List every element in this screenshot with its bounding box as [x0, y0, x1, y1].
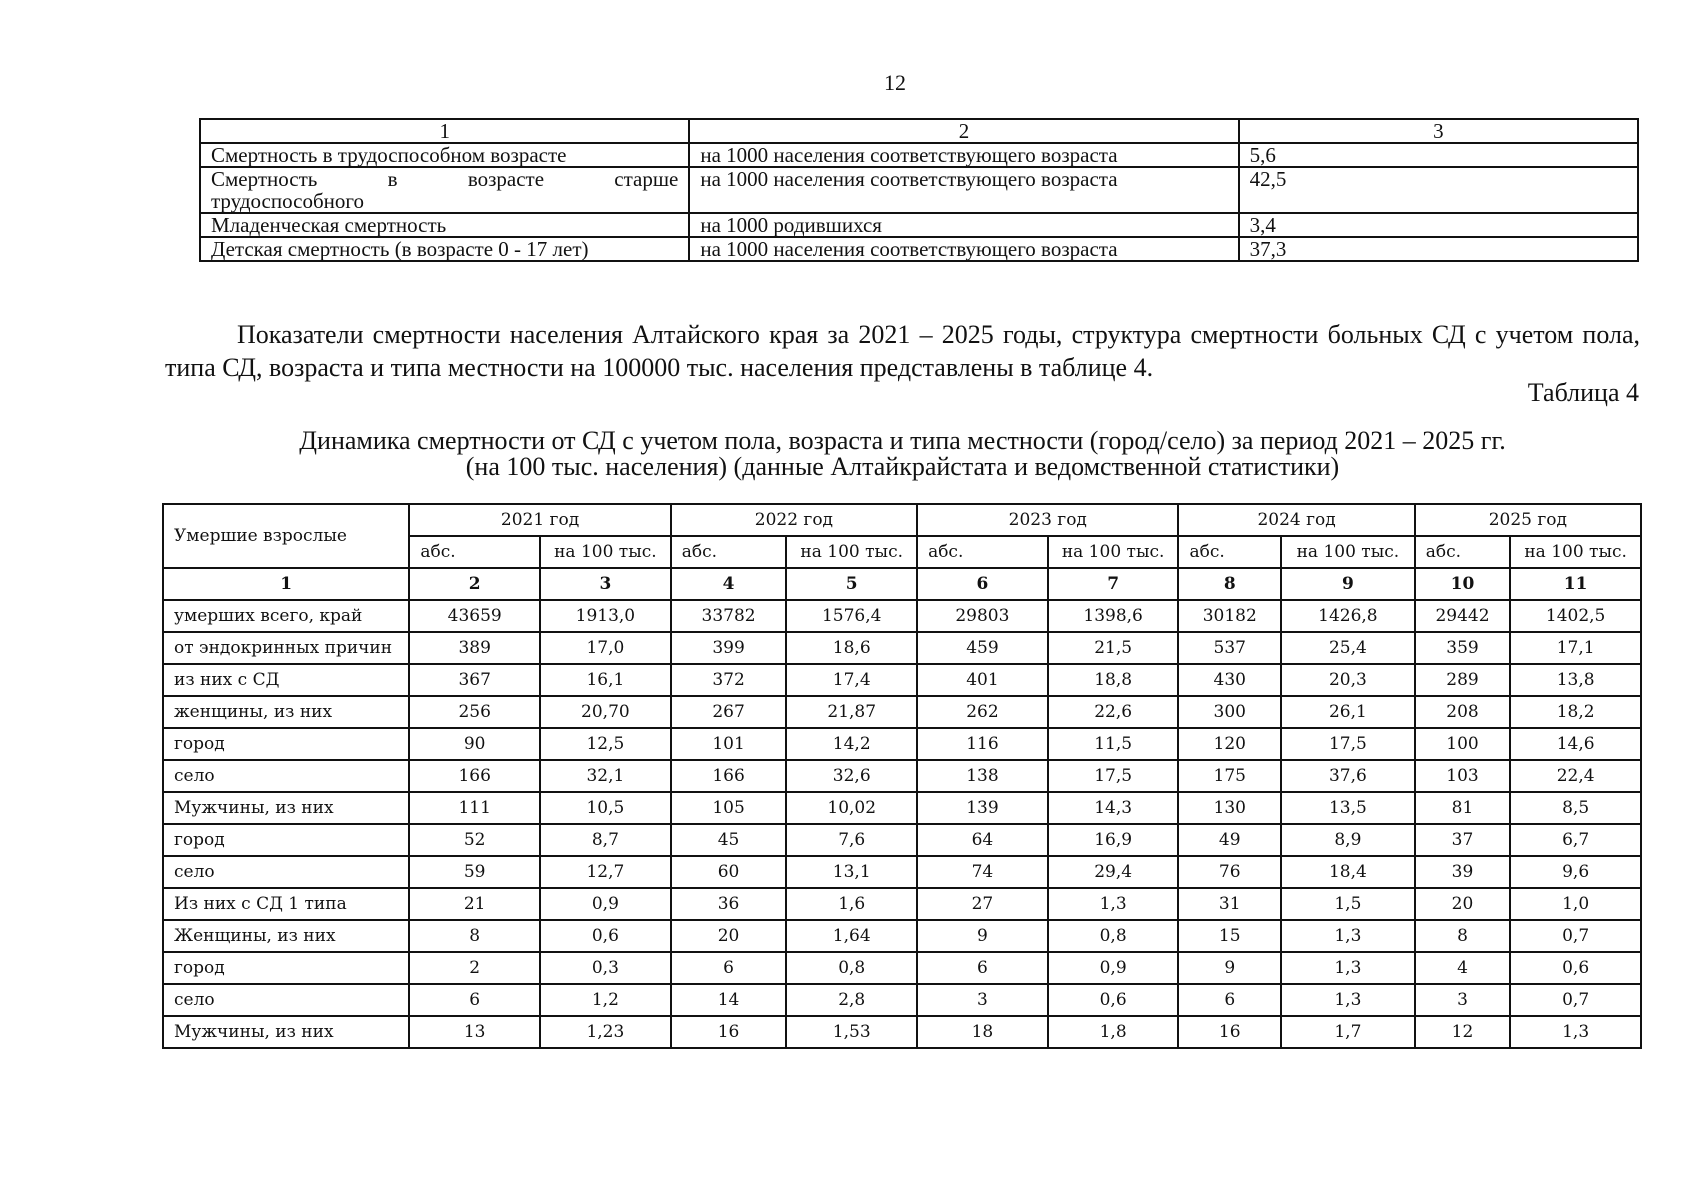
row-header-title: Умершие взрослые — [163, 504, 409, 568]
indicator-cell — [200, 167, 689, 213]
table-row — [200, 143, 1638, 167]
abs-header: абс. — [409, 536, 540, 568]
rate-value-cell: 20,3 — [1281, 664, 1415, 696]
rate-value-cell: 25,4 — [1281, 632, 1415, 664]
rate-value-cell: 1,0 — [1510, 888, 1641, 920]
rate-value-cell: 22,4 — [1510, 760, 1641, 792]
abs-value-cell: 43659 — [409, 600, 540, 632]
abs-value-cell: 64 — [917, 824, 1048, 856]
abs-value-cell: 8 — [1415, 920, 1511, 952]
table-header-row — [200, 119, 1638, 143]
rate-value-cell: 1398,6 — [1048, 600, 1179, 632]
rate-value-cell: 6,7 — [1510, 824, 1641, 856]
abs-value-cell: 39 — [1415, 856, 1511, 888]
rate-value-cell: 14,2 — [786, 728, 917, 760]
abs-value-cell: 21 — [409, 888, 540, 920]
rate-value-cell: 17,5 — [1048, 760, 1179, 792]
abs-value-cell: 52 — [409, 824, 540, 856]
rate-value-cell: 18,2 — [1510, 696, 1641, 728]
year-header: 2023 год — [917, 504, 1178, 536]
rate-value-cell: 8,9 — [1281, 824, 1415, 856]
abs-value-cell: 430 — [1178, 664, 1281, 696]
table-caption — [165, 428, 1640, 480]
rate-value-cell: 1,3 — [1281, 952, 1415, 984]
rate-value-cell: 13,8 — [1510, 664, 1641, 696]
rate-header: на 100 тыс. — [540, 536, 671, 568]
abs-value-cell: 30182 — [1178, 600, 1281, 632]
abs-value-cell: 29442 — [1415, 600, 1511, 632]
caption-line: Динамика смертности от СД с учетом пола, возраста и типа местности (город/село) за период 2021 – 2025 гг. — [299, 426, 1506, 455]
page-number: 12 — [884, 70, 906, 95]
table-row — [163, 824, 1641, 856]
rate-value-cell: 13,5 — [1281, 792, 1415, 824]
table-row — [163, 984, 1641, 1016]
abs-value-cell: 60 — [671, 856, 787, 888]
unit-cell: на 1000 населения соответствующего возраста — [689, 143, 1238, 167]
rate-value-cell: 1,64 — [786, 920, 917, 952]
rate-value-cell: 22,6 — [1048, 696, 1179, 728]
abs-value-cell: 105 — [671, 792, 787, 824]
rate-value-cell: 29,4 — [1048, 856, 1179, 888]
rate-value-cell: 18,4 — [1281, 856, 1415, 888]
rate-value-cell: 11,5 — [1048, 728, 1179, 760]
column-number: 4 — [671, 568, 787, 600]
unit-cell: на 1000 населения соответствующего возраста — [689, 237, 1238, 261]
rate-value-cell: 0,3 — [540, 952, 671, 984]
abs-value-cell: 372 — [671, 664, 787, 696]
abs-value-cell: 120 — [1178, 728, 1281, 760]
abs-value-cell: 31 — [1178, 888, 1281, 920]
rate-value-cell: 1,6 — [786, 888, 917, 920]
abs-value-cell: 116 — [917, 728, 1048, 760]
rate-value-cell: 1,3 — [1281, 920, 1415, 952]
abs-value-cell: 300 — [1178, 696, 1281, 728]
row-label: женщины, из них — [163, 696, 409, 728]
abs-value-cell: 267 — [671, 696, 787, 728]
abs-value-cell: 59 — [409, 856, 540, 888]
abs-value-cell: 18 — [917, 1016, 1048, 1048]
abs-value-cell: 262 — [917, 696, 1048, 728]
row-label: умерших всего, край — [163, 600, 409, 632]
abs-value-cell: 29803 — [917, 600, 1048, 632]
abs-value-cell: 15 — [1178, 920, 1281, 952]
table-body — [163, 600, 1641, 1048]
column-number: 6 — [917, 568, 1048, 600]
rate-value-cell: 20,70 — [540, 696, 671, 728]
rate-value-cell: 37,6 — [1281, 760, 1415, 792]
rate-value-cell: 16,1 — [540, 664, 671, 696]
table-row — [200, 213, 1638, 237]
year-header: 2021 год — [409, 504, 670, 536]
year-header: 2022 год — [671, 504, 917, 536]
abs-value-cell: 6 — [1178, 984, 1281, 1016]
table-row — [163, 696, 1641, 728]
table-row — [163, 920, 1641, 952]
abs-value-cell: 6 — [409, 984, 540, 1016]
indicator-cell: Смертность в трудоспособном возрасте — [200, 143, 689, 167]
rate-value-cell: 21,87 — [786, 696, 917, 728]
abs-value-cell: 36 — [671, 888, 787, 920]
abs-value-cell: 4 — [1415, 952, 1511, 984]
table-row — [200, 237, 1638, 261]
rate-value-cell: 0,7 — [1510, 984, 1641, 1016]
rate-value-cell: 1,2 — [540, 984, 671, 1016]
year-header: 2025 год — [1415, 504, 1641, 536]
abs-value-cell: 103 — [1415, 760, 1511, 792]
abs-value-cell: 16 — [671, 1016, 787, 1048]
column-number: 10 — [1415, 568, 1511, 600]
rate-value-cell: 9,6 — [1510, 856, 1641, 888]
table-row — [163, 760, 1641, 792]
abs-value-cell: 20 — [671, 920, 787, 952]
table-row — [200, 167, 1638, 213]
indicator-line: Смертность в возрасте старше — [211, 167, 679, 191]
abs-value-cell: 6 — [917, 952, 1048, 984]
rate-value-cell: 0,8 — [786, 952, 917, 984]
year-header-row — [163, 504, 1641, 536]
table-row — [163, 856, 1641, 888]
abs-value-cell: 367 — [409, 664, 540, 696]
rate-value-cell: 0,9 — [1048, 952, 1179, 984]
rate-value-cell: 14,3 — [1048, 792, 1179, 824]
abs-value-cell: 6 — [671, 952, 787, 984]
abs-header: абс. — [917, 536, 1048, 568]
column-number: 7 — [1048, 568, 1179, 600]
rate-value-cell: 0,7 — [1510, 920, 1641, 952]
column-number: 1 — [200, 119, 689, 143]
abs-value-cell: 49 — [1178, 824, 1281, 856]
rate-value-cell: 32,1 — [540, 760, 671, 792]
table-label: Таблица 4 — [1527, 378, 1639, 407]
row-label: от эндокринных причин — [163, 632, 409, 664]
abs-value-cell: 33782 — [671, 600, 787, 632]
abs-value-cell: 399 — [671, 632, 787, 664]
column-number: 1 — [163, 568, 409, 600]
column-number: 3 — [540, 568, 671, 600]
abs-value-cell: 2 — [409, 952, 540, 984]
abs-value-cell: 537 — [1178, 632, 1281, 664]
abs-header: абс. — [1415, 536, 1511, 568]
rate-value-cell: 26,1 — [1281, 696, 1415, 728]
column-number: 8 — [1178, 568, 1281, 600]
row-label: город — [163, 952, 409, 984]
rate-value-cell: 32,6 — [786, 760, 917, 792]
abs-value-cell: 20 — [1415, 888, 1511, 920]
rate-value-cell: 1913,0 — [540, 600, 671, 632]
column-number: 11 — [1510, 568, 1641, 600]
abs-value-cell: 9 — [917, 920, 1048, 952]
rate-value-cell: 2,8 — [786, 984, 917, 1016]
value-cell: 5,6 — [1239, 143, 1638, 167]
rate-value-cell: 1,5 — [1281, 888, 1415, 920]
rate-value-cell: 18,6 — [786, 632, 917, 664]
abs-value-cell: 81 — [1415, 792, 1511, 824]
table-row — [163, 952, 1641, 984]
table-row — [163, 728, 1641, 760]
abs-value-cell: 101 — [671, 728, 787, 760]
abs-value-cell: 3 — [1415, 984, 1511, 1016]
indicator-cell: Детская смертность (в возрасте 0 - 17 лет) — [200, 237, 689, 261]
table-row — [163, 664, 1641, 696]
rate-value-cell: 1576,4 — [786, 600, 917, 632]
rate-value-cell: 17,5 — [1281, 728, 1415, 760]
row-label: из них с СД — [163, 664, 409, 696]
abs-value-cell: 100 — [1415, 728, 1511, 760]
rate-value-cell: 1,23 — [540, 1016, 671, 1048]
column-number-row — [163, 568, 1641, 600]
abs-header: абс. — [1178, 536, 1281, 568]
abs-value-cell: 389 — [409, 632, 540, 664]
table-row — [163, 632, 1641, 664]
abs-value-cell: 45 — [671, 824, 787, 856]
row-label: Мужчины, из них — [163, 792, 409, 824]
abs-value-cell: 9 — [1178, 952, 1281, 984]
rate-value-cell: 1,3 — [1510, 1016, 1641, 1048]
abs-value-cell: 14 — [671, 984, 787, 1016]
rate-value-cell: 1,53 — [786, 1016, 917, 1048]
table-row — [163, 888, 1641, 920]
rate-value-cell: 18,8 — [1048, 664, 1179, 696]
rate-value-cell: 7,6 — [786, 824, 917, 856]
row-label: город — [163, 728, 409, 760]
rate-header: на 100 тыс. — [1048, 536, 1179, 568]
rate-value-cell: 0,8 — [1048, 920, 1179, 952]
column-number: 2 — [689, 119, 1238, 143]
rate-value-cell: 8,5 — [1510, 792, 1641, 824]
abs-value-cell: 166 — [671, 760, 787, 792]
table-row — [163, 600, 1641, 632]
body-paragraph: Показатели смертности населения Алтайского края за 2021 – 2025 годы, структура смертности больных СД с учетом пола, типа СД, возраста и типа местности на 100000 тыс. населения представлены в таблице 4. — [165, 320, 1640, 382]
rate-value-cell: 16,9 — [1048, 824, 1179, 856]
rate-value-cell: 0,9 — [540, 888, 671, 920]
column-number: 3 — [1239, 119, 1638, 143]
rate-value-cell: 13,1 — [786, 856, 917, 888]
abs-value-cell: 459 — [917, 632, 1048, 664]
abs-value-cell: 138 — [917, 760, 1048, 792]
rate-value-cell: 8,7 — [540, 824, 671, 856]
value-cell: 42,5 — [1239, 167, 1638, 213]
rate-value-cell: 14,6 — [1510, 728, 1641, 760]
table-row — [163, 792, 1641, 824]
indicator-line: трудоспособного — [211, 189, 364, 213]
column-number: 9 — [1281, 568, 1415, 600]
indicator-cell: Младенческая смертность — [200, 213, 689, 237]
column-number: 5 — [786, 568, 917, 600]
abs-value-cell: 130 — [1178, 792, 1281, 824]
rate-value-cell: 1,3 — [1281, 984, 1415, 1016]
rate-header: на 100 тыс. — [1281, 536, 1415, 568]
caption-line: (на 100 тыс. населения) (данные Алтайкрайстата и ведомственной статистики) — [465, 452, 1340, 481]
abs-value-cell: 111 — [409, 792, 540, 824]
rate-header: на 100 тыс. — [786, 536, 917, 568]
value-cell: 37,3 — [1239, 237, 1638, 261]
rate-value-cell: 10,02 — [786, 792, 917, 824]
abs-value-cell: 90 — [409, 728, 540, 760]
abs-value-cell: 401 — [917, 664, 1048, 696]
abs-value-cell: 289 — [1415, 664, 1511, 696]
abs-value-cell: 37 — [1415, 824, 1511, 856]
abs-value-cell: 27 — [917, 888, 1048, 920]
rate-value-cell: 1426,8 — [1281, 600, 1415, 632]
abs-value-cell: 166 — [409, 760, 540, 792]
column-number: 2 — [409, 568, 540, 600]
rate-value-cell: 1,7 — [1281, 1016, 1415, 1048]
abs-value-cell: 76 — [1178, 856, 1281, 888]
year-header: 2024 год — [1178, 504, 1414, 536]
rate-value-cell: 21,5 — [1048, 632, 1179, 664]
row-label: село — [163, 856, 409, 888]
rate-header: на 100 тыс. — [1510, 536, 1641, 568]
rate-value-cell: 10,5 — [540, 792, 671, 824]
rate-value-cell: 17,4 — [786, 664, 917, 696]
unit-cell: на 1000 родившихся — [689, 213, 1238, 237]
abs-header: абс. — [671, 536, 787, 568]
row-label: Женщины, из них — [163, 920, 409, 952]
rate-value-cell: 0,6 — [1510, 952, 1641, 984]
rate-value-cell: 0,6 — [1048, 984, 1179, 1016]
row-label: Из них с СД 1 типа — [163, 888, 409, 920]
rate-value-cell: 1,3 — [1048, 888, 1179, 920]
abs-value-cell: 74 — [917, 856, 1048, 888]
rate-value-cell: 0,6 — [540, 920, 671, 952]
table-row — [163, 1016, 1641, 1048]
unit-cell: на 1000 населения соответствующего возраста — [689, 167, 1238, 213]
abs-value-cell: 16 — [1178, 1016, 1281, 1048]
row-label: Мужчины, из них — [163, 1016, 409, 1048]
abs-value-cell: 139 — [917, 792, 1048, 824]
row-label: село — [163, 984, 409, 1016]
abs-value-cell: 13 — [409, 1016, 540, 1048]
abs-value-cell: 3 — [917, 984, 1048, 1016]
rate-value-cell: 17,1 — [1510, 632, 1641, 664]
abs-value-cell: 208 — [1415, 696, 1511, 728]
rate-value-cell: 12,7 — [540, 856, 671, 888]
abs-value-cell: 359 — [1415, 632, 1511, 664]
row-label: город — [163, 824, 409, 856]
value-cell: 3,4 — [1239, 213, 1638, 237]
rate-value-cell: 1,8 — [1048, 1016, 1179, 1048]
mortality-indicators-table — [199, 118, 1639, 262]
abs-value-cell: 8 — [409, 920, 540, 952]
rate-value-cell: 17,0 — [540, 632, 671, 664]
rate-value-cell: 1402,5 — [1510, 600, 1641, 632]
abs-value-cell: 256 — [409, 696, 540, 728]
abs-value-cell: 175 — [1178, 760, 1281, 792]
abs-value-cell: 12 — [1415, 1016, 1511, 1048]
rate-value-cell: 12,5 — [540, 728, 671, 760]
diabetes-mortality-table — [162, 503, 1642, 1049]
row-label: село — [163, 760, 409, 792]
